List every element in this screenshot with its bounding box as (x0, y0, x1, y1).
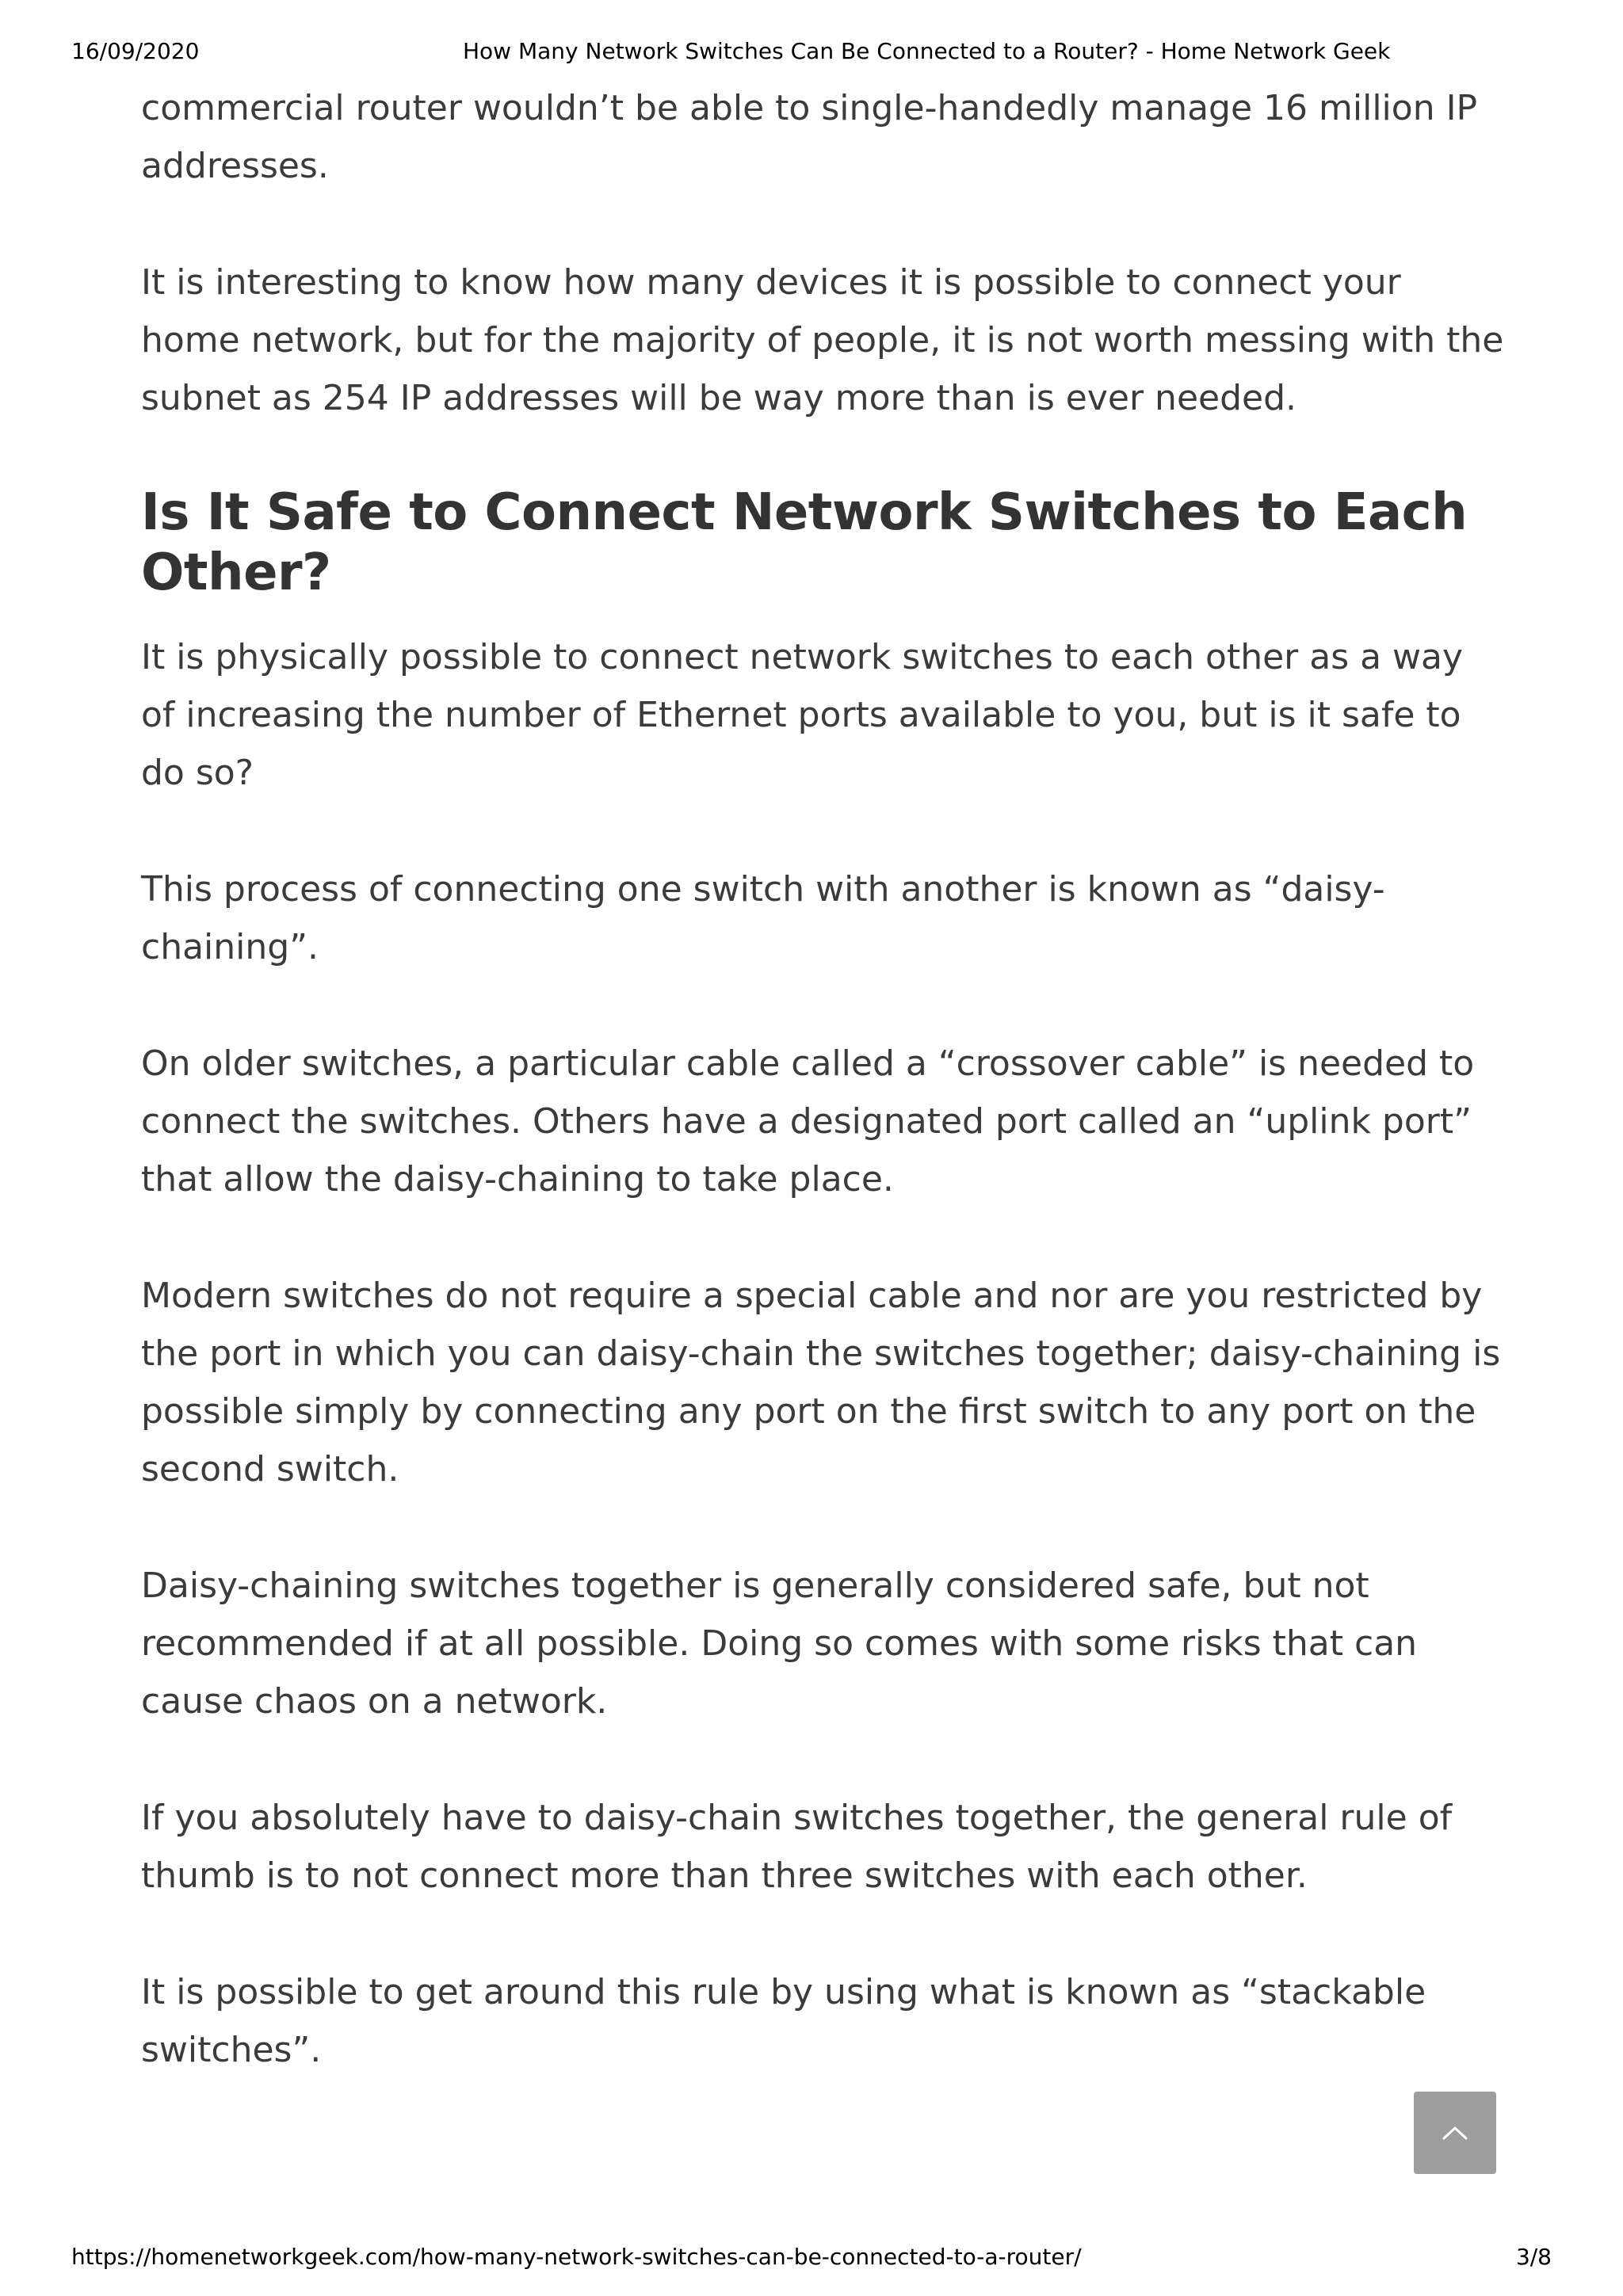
print-url: https://homenetworkgeek.com/how-many-network-switches-can-be-connected-to-a-router/ (71, 2244, 1082, 2270)
paragraph: Daisy-chaining switches together is generally considered safe, but not recommended if at all possible. Doing so comes with some risks that can cause chaos on a network. (141, 1566, 1418, 1722)
print-date: 16/09/2020 (71, 38, 200, 64)
print-page-title: How Many Network Switches Can Be Connected to a Router? - Home Network Geek (463, 38, 1391, 64)
paragraph: commercial router wouldn’t be able to single-handedly manage 16 million IP addresses. (141, 88, 1478, 186)
scroll-to-top-button[interactable] (1414, 2092, 1496, 2174)
page-number: 3/8 (1515, 2244, 1552, 2270)
chevron-up-icon (1442, 2125, 1468, 2141)
article-body (141, 79, 1504, 2138)
paragraph: This process of connecting one switch with another is known as “daisy-chaining”. (141, 869, 1385, 967)
paragraph: If you absolutely have to daisy-chain switches together, the general rule of thumb is to not connect more than three switches with each other. (141, 1798, 1453, 1896)
print-header (71, 38, 1552, 70)
paragraph: It is possible to get around this rule by using what is known as “stackable switches”. (141, 1972, 1426, 2070)
section-heading: Is It Safe to Connect Network Switches to Each Other? (141, 483, 1468, 602)
paragraph: On older switches, a particular cable called a “crossover cable” is needed to connect the switches. Others have a designated port called an “uplink port” that allow the daisy-chaining to take place. (141, 1043, 1475, 1199)
paragraph: It is physically possible to connect network switches to each other as a way of increasing the number of Ethernet ports available to you, but is it safe to do so? (141, 637, 1464, 793)
print-footer (71, 2244, 1552, 2275)
paragraph: Modern switches do not require a special cable and nor are you restricted by the port in which you can daisy-chain the switches together; daisy-chaining is possible simply by connecting any port on the first switch to any port on the second switch. (141, 1276, 1501, 1489)
paragraph: It is interesting to know how many devices it is possible to connect your home network, but for the majority of people, it is not worth messing with the subnet as 254 IP addresses will be way more than is ever needed. (141, 262, 1504, 418)
